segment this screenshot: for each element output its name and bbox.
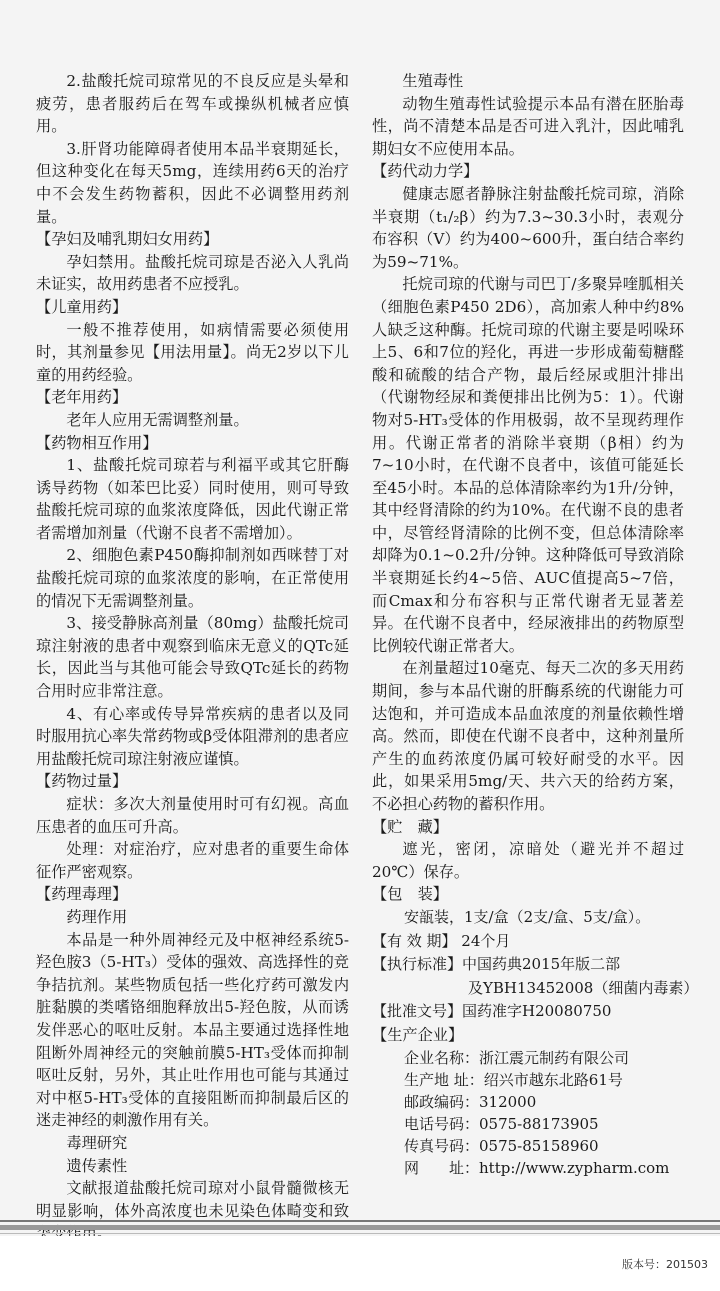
contact-row: 传真号码：0575-85158960 (404, 1136, 599, 1155)
paragraph: 4、有心率或传导异常疾病的患者以及同时服用抗心率失常药物或β受体阻滞剂的患者应用盐酸托烷司琼注射液应谨慎。 (36, 704, 349, 768)
info-row: 【执行标准】中国药典2015年版二部 (372, 955, 621, 974)
info-row: 及YBH13452008（细菌内毒素） (468, 978, 699, 997)
paragraph: 遮光，密闭，凉暗处（避光并不超过20℃）保存。 (372, 840, 684, 881)
footer-rules (0, 1220, 720, 1234)
right-column (372, 70, 699, 1179)
paragraph: 处理：对症治疗，应对患者的重要生命体征作严密观察。 (36, 840, 349, 881)
info-row: 安瓿装，1支/盒（2支/盒、5支/盒）。 (404, 907, 651, 926)
paragraph: 3.肝肾功能障碍者使用本品半衰期延长，但这种变化在每天5mg，连续用药6天的治疗中不会发生药物蓄积，因此不必调整用药剂量。 (36, 139, 349, 226)
paragraph: 3、接受静脉高剂量（80mg）盐酸托烷司琼注射液的患者中观察到临床无意义的QTc延长，因此当与其他可能会导致QTc延长的药物合用时应非常注意。 (36, 614, 349, 701)
paragraph: 本品是一种外周神经元及中枢神经系统5-羟色胺3（5-HT₃）受体的强效、高选择性的竞争拮抗剂。某些物质包括一些化疗药可激发内脏黏膜的类嗜铬细胞释放出5-羟色胺，从而诱发伴恶心的呕吐反射。本品主要通过选择性地阻断外周神经元的突触前膜5-HT₃受体而抑制呕吐反射，另外，其止吐作用也可能与其通过对中枢5-HT₃受体的直接阻断而抑制最后区的迷走神经的刺激作用有关。 (36, 930, 349, 1130)
section-heading: 【儿童用药】 (36, 297, 128, 316)
version-number: 版本号：201503 (622, 1258, 708, 1271)
contact-row: 生产地 址：绍兴市越东北路61号 (404, 1070, 623, 1089)
subsection-title: 生殖毒性 (402, 72, 464, 90)
info-row: 【有 效 期】 24个月 (372, 931, 511, 950)
subsection-title: 毒理研究 (66, 1133, 128, 1152)
paragraph: 在剂量超过10毫克、每天二次的多天用药期间，参与本品代谢的肝酶系统的代谢能力可达饱和，并可造成本品血浓度的剂量依赖性增高。然而，即使在代谢不良者中，这种剂量所产生的血药浓度仍属可较好耐受的水平。因此，如果采用5mg/天、共六天的给药方案，不必担心药物的蓄积作用。 (372, 659, 684, 813)
paragraph: 2、细胞色素P450酶抑制剂如西咪替丁对盐酸托烷司琼的血浆浓度的影响，在正常使用的情况下无需调整剂量。 (36, 546, 349, 610)
contact-row: 电话号码：0575-88173905 (404, 1114, 599, 1133)
contact-row: 邮政编码：312000 (404, 1092, 537, 1111)
section-heading: 【老年用药】 (36, 388, 128, 407)
info-row: 【批准文号】国药准字H20080750 (372, 1002, 612, 1021)
paragraph: 2.盐酸托烷司琼常见的不良反应是头晕和疲劳，患者服药后在驾车或操纵机械者应慎用。 (36, 72, 349, 136)
paragraph: 健康志愿者静脉注射盐酸托烷司琼，消除半衰期（t₁/₂β）约为7.3~30.3小时，表观分布容积（V）约为400~600升，蛋白结合率约为59~71%。 (372, 184, 684, 271)
section-heading: 【包 装】 (372, 885, 448, 904)
footer-band (0, 1236, 720, 1291)
contact-row: 网 址：http://www.zypharm.com (404, 1158, 670, 1177)
section-heading: 【药理毒理】 (36, 885, 128, 904)
subsection-title: 遗传素性 (66, 1156, 128, 1175)
paragraph: 托烷司琼的代谢与司巴丁/多聚异喹胍相关（细胞色素P450 2D6），高加索人种中约8%人缺乏这种酶。托烷司琼的代谢主要是吲哚环上5、6和7位的羟化，再进一步形成葡萄糖醛酸和硫酸的结合产物，最后经尿或胆汁排出（代谢物经尿和粪便排出比例为5：1）。代谢物对5-HT₃受体的作用极弱，故不呈现药理作用。代谢正常者的消除半衰期（β相）约为7~10小时，在代谢不良者中，该值可能延长至45小时。本品的总体清除率约为1升/分钟，其中经肾清除的约为10%。在代谢不良的患者中，尽管经肾清除的比例不变，但总体清除率却降为0.1~0.2升/分钟。这种降低可导致消除半衰期延长约4~5倍、AUC值提高5~7倍，而Cmax和分布容积与正常代谢者无显著差异。在代谢不良者中，经尿液排出的药物原型比例较代谢正常者大。 (372, 275, 684, 655)
section-heading: 【孕妇及哺乳期妇女用药】 (36, 230, 219, 249)
paragraph: 老年人应用无需调整剂量。 (66, 410, 249, 429)
section-heading: 【生产企业】 (372, 1025, 464, 1044)
section-heading: 【贮 藏】 (372, 817, 448, 836)
section-heading: 【药物过量】 (36, 772, 128, 791)
contact-row: 企业名称：浙江震元制药有限公司 (404, 1048, 630, 1067)
section-heading: 【药物相互作用】 (36, 433, 158, 452)
section-heading: 【药代动力学】 (372, 162, 479, 181)
paragraph: 一般不推荐使用，如病情需要必须使用时，其剂量参见【用法用量】。尚无2岁以下儿童的用药经验。 (36, 320, 349, 384)
paragraph: 文献报道盐酸托烷司琼对小鼠骨髓微核无明显影响，体外高浓度也未见染色体畸变和致 (36, 1179, 349, 1220)
paragraph: 症状：多次大剂量使用时可有幻视。高血压患者的血压可升高。 (36, 795, 349, 836)
left-column (36, 70, 349, 1245)
subsection-title: 药理作用 (66, 907, 128, 926)
paragraph: 孕妇禁用。盐酸托烷司琼是否泌入人乳尚未证实，故用药患者不应授乳。 (36, 252, 349, 294)
paragraph: 1、盐酸托烷司琼若与利福平或其它肝酶诱导药物（如苯巴比妥）同时使用，则可导致盐酸托烷司琼的血浆浓度降低，因此代谢正常者需增加剂量（代谢不良者不需增加）。 (36, 456, 349, 542)
paragraph: 动物生殖毒性试验提示本品有潜在胚胎毒性，尚不清楚本品是否可进入乳汁，因此哺乳期妇女不应使用本品。 (372, 94, 684, 158)
